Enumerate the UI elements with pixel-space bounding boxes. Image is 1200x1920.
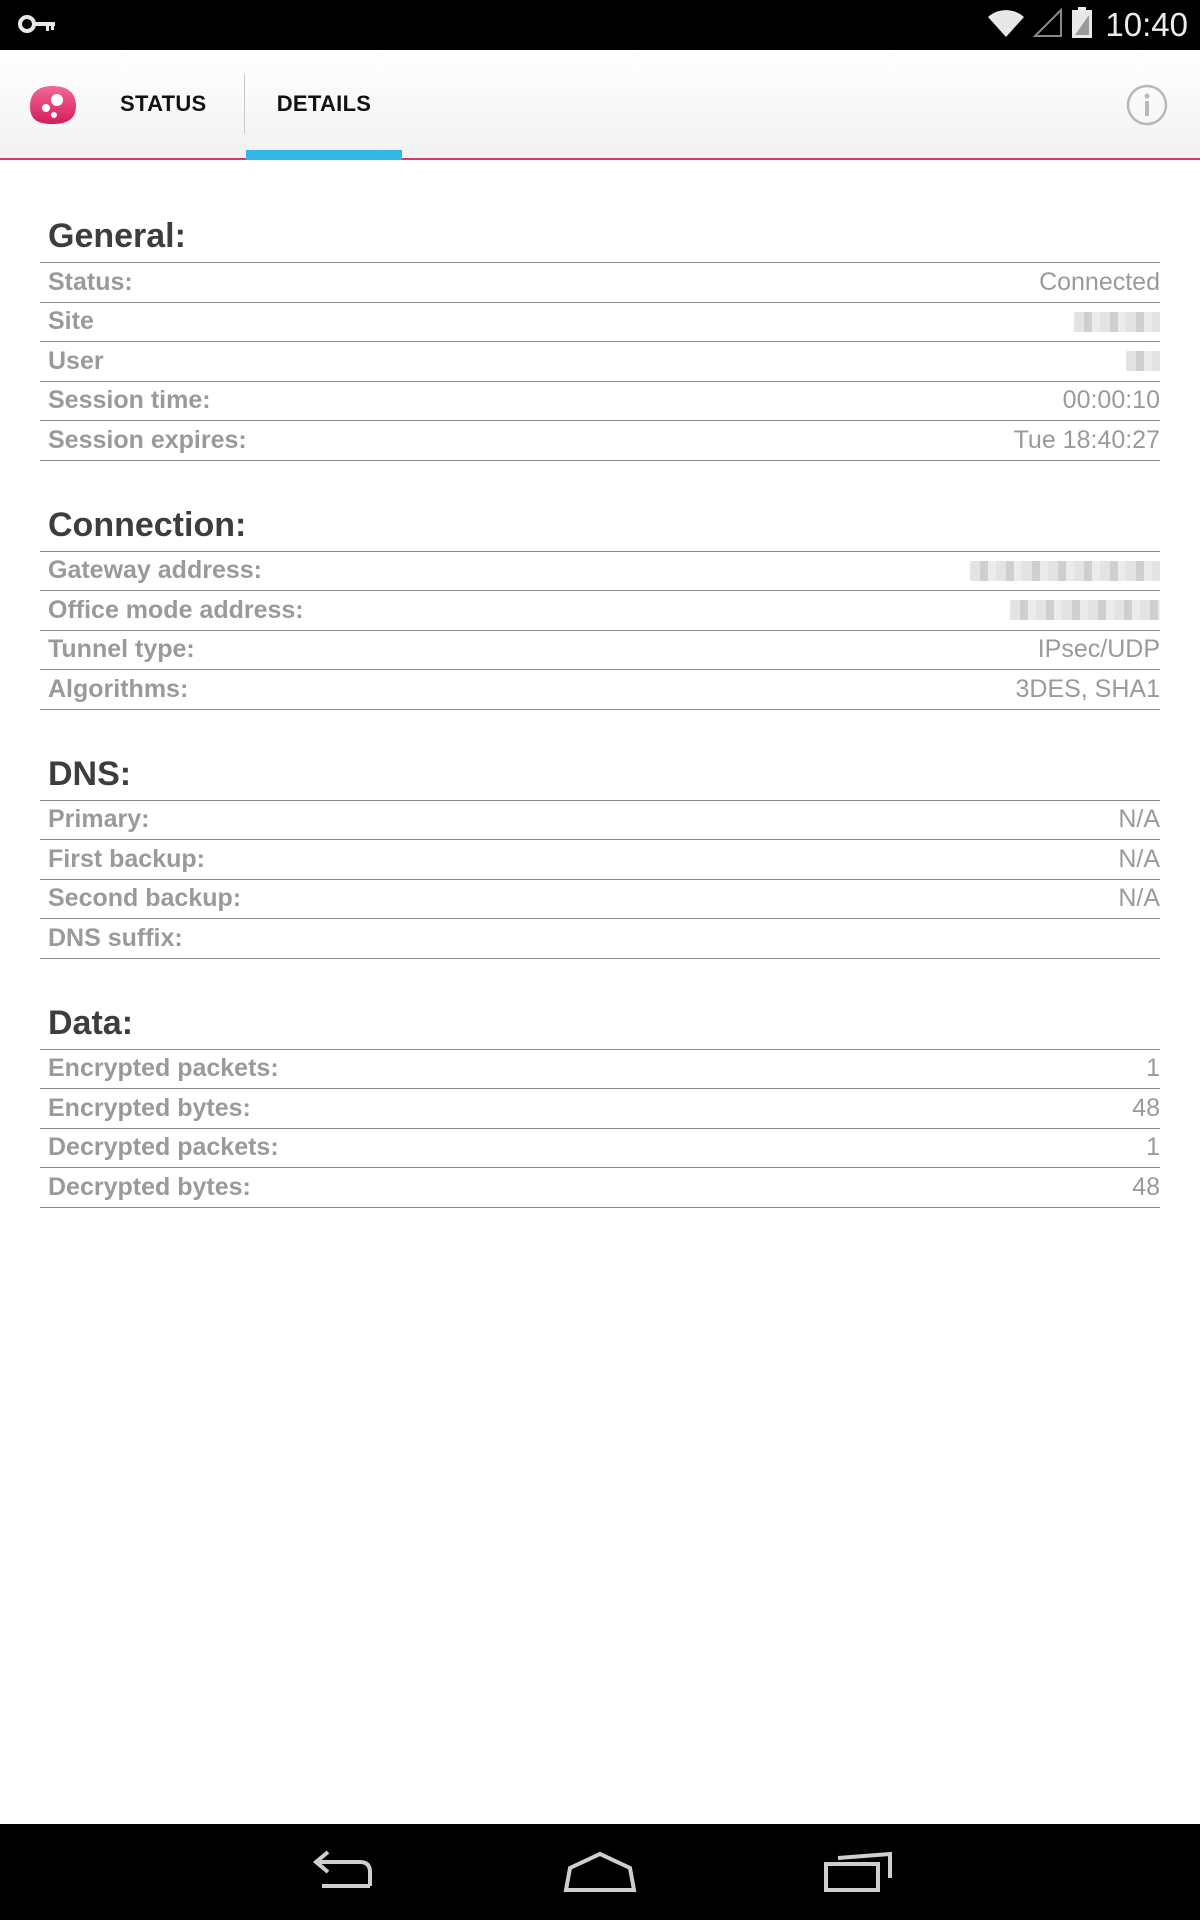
section-title: Data:	[40, 997, 1160, 1050]
section-general	[40, 210, 1160, 461]
row-value: 1	[1146, 1133, 1160, 1162]
row-value: IPsec/UDP	[1037, 635, 1160, 664]
tab-divider	[244, 74, 245, 134]
detail-row-gateway-address	[40, 552, 1160, 592]
tab-selected-indicator	[246, 150, 402, 160]
row-value: 1	[1146, 1054, 1160, 1083]
row-value: N/A	[1118, 805, 1160, 834]
detail-row-dns-suffix	[40, 919, 1160, 959]
section-title: DNS:	[40, 748, 1160, 801]
detail-row-decrypted-bytes	[40, 1168, 1160, 1208]
row-label: Site	[48, 307, 94, 336]
row-label: Decrypted packets:	[48, 1133, 279, 1162]
row-label: DNS suffix:	[48, 923, 183, 952]
section-connection	[40, 499, 1160, 710]
detail-row-decrypted-packets	[40, 1129, 1160, 1169]
redacted-value	[970, 561, 1160, 581]
row-label: Status:	[48, 267, 133, 296]
tab-details[interactable]: DETAILS	[276, 91, 372, 116]
row-value: 3DES, SHA1	[1015, 674, 1160, 703]
row-label: Encrypted packets:	[48, 1054, 279, 1083]
section-data	[40, 997, 1160, 1208]
row-label: Decrypted bytes:	[48, 1172, 251, 1201]
detail-row-encrypted-bytes	[40, 1089, 1160, 1129]
row-value: N/A	[1118, 884, 1160, 913]
row-label: Algorithms:	[48, 674, 189, 703]
detail-row-second-backup	[40, 880, 1160, 920]
details-content	[40, 210, 1160, 1246]
detail-row-site	[40, 303, 1160, 343]
detail-row-session-time	[40, 382, 1160, 422]
home-icon[interactable]	[562, 1848, 638, 1901]
row-value: Connected	[1039, 267, 1160, 296]
back-icon[interactable]	[306, 1848, 378, 1901]
section-dns	[40, 748, 1160, 959]
wifi-icon	[987, 8, 1033, 43]
row-label: Session expires:	[48, 425, 247, 454]
row-label: Tunnel type:	[48, 635, 195, 664]
detail-row-encrypted-packets	[40, 1050, 1160, 1090]
row-value: 48	[1132, 1093, 1160, 1122]
tab-status[interactable]: STATUS	[120, 91, 207, 116]
row-label: First backup:	[48, 844, 205, 873]
row-label: Primary:	[48, 805, 150, 834]
battery-icon	[1071, 7, 1101, 44]
detail-row-tunnel-type	[40, 631, 1160, 671]
row-value: 48	[1132, 1172, 1160, 1201]
detail-row-primary	[40, 801, 1160, 841]
cell-signal-icon	[1033, 8, 1071, 43]
info-icon[interactable]	[1126, 84, 1168, 131]
row-label: Encrypted bytes:	[48, 1093, 251, 1122]
app-logo-icon[interactable]	[24, 82, 80, 131]
row-label: Office mode address:	[48, 595, 304, 624]
detail-row-algorithms	[40, 670, 1160, 710]
recents-icon[interactable]	[822, 1848, 894, 1901]
detail-row-office-mode-address	[40, 591, 1160, 631]
row-value: 00:00:10	[1062, 386, 1160, 415]
clock: 10:40	[1105, 6, 1188, 43]
action-bar	[0, 50, 1200, 160]
row-label: Session time:	[48, 386, 211, 415]
redacted-value	[1126, 351, 1160, 371]
row-value: Tue 18:40:27	[1013, 425, 1160, 454]
detail-row-status	[40, 263, 1160, 303]
redacted-value	[1074, 312, 1160, 332]
navigation-bar	[0, 1824, 1200, 1920]
detail-row-user	[40, 342, 1160, 382]
row-label: Gateway address:	[48, 556, 262, 585]
section-title: Connection:	[40, 499, 1160, 552]
status-bar	[0, 0, 1200, 50]
section-title: General:	[40, 210, 1160, 263]
vpn-key-icon	[18, 13, 58, 40]
detail-row-first-backup	[40, 840, 1160, 880]
detail-row-session-expires	[40, 421, 1160, 461]
row-label: User	[48, 346, 104, 375]
row-value: N/A	[1118, 844, 1160, 873]
redacted-value	[1010, 600, 1160, 620]
row-label: Second backup:	[48, 884, 242, 913]
